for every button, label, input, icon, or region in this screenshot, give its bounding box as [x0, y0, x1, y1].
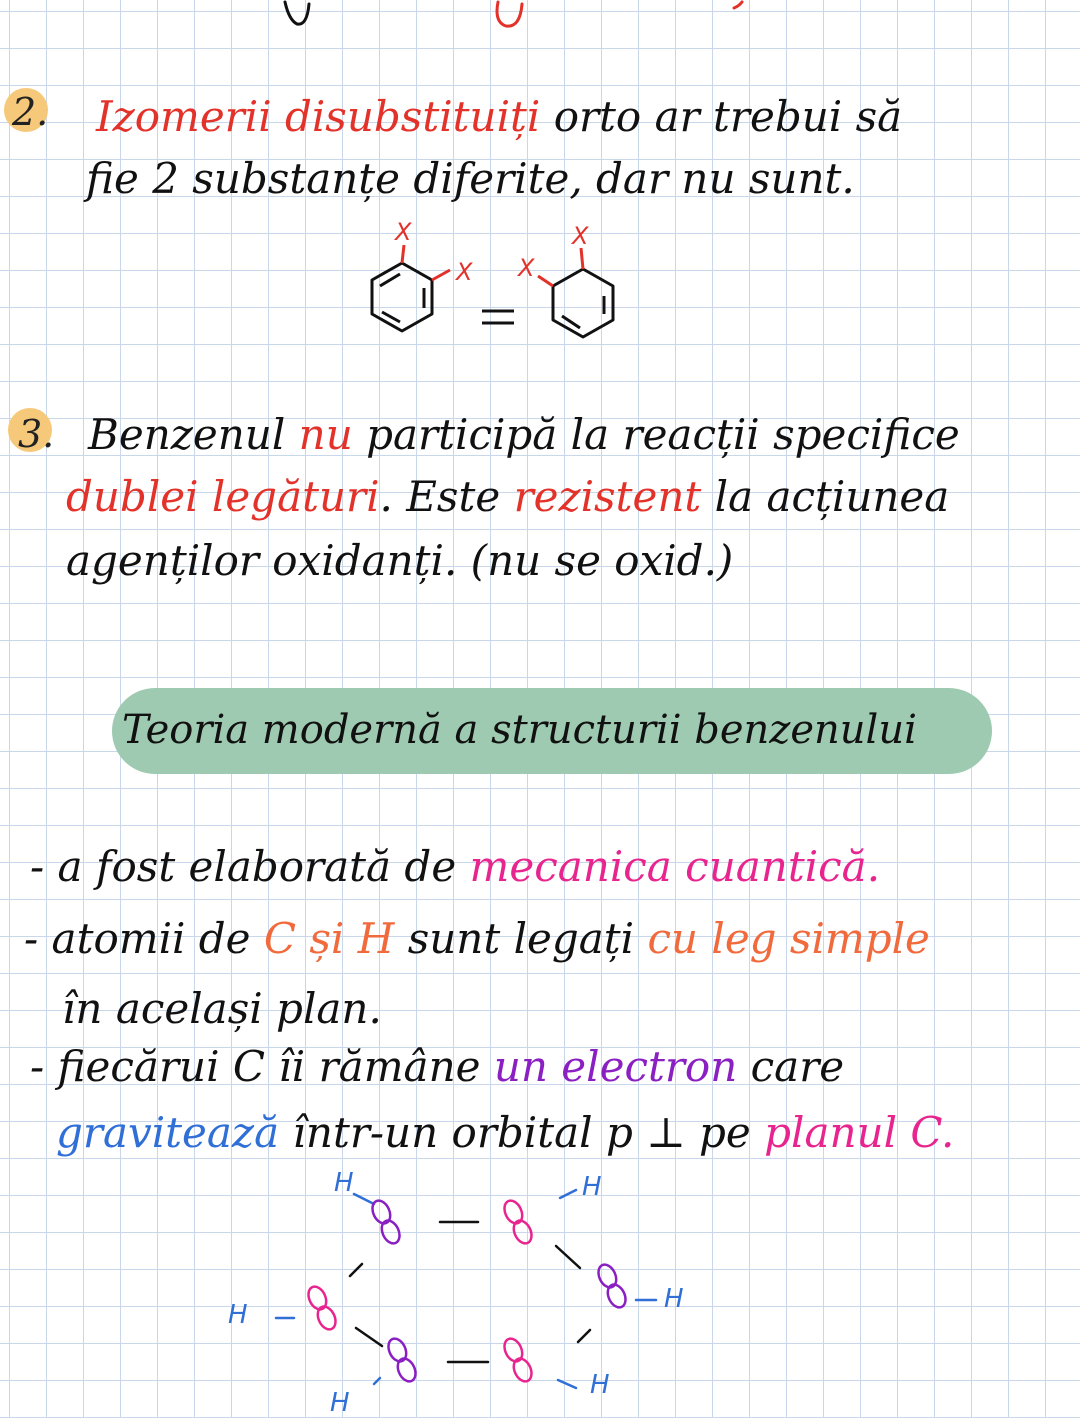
bullet-4-text-b: p ⊥ pe — [605, 1108, 751, 1157]
p-orbital — [501, 1198, 535, 1246]
bullet-3-one-electron: un electron — [493, 1042, 738, 1091]
item3-line2-d: la acțiunea — [714, 472, 950, 521]
item3-resistant-term: rezistent — [513, 472, 702, 521]
sigma-bond — [350, 1264, 362, 1276]
item3-line1-rest: participă la reacții specifice — [366, 410, 960, 459]
h-atom-label-5: H — [330, 1388, 350, 1418]
item3-double-bond-term: dublei legături — [66, 472, 380, 521]
bullet-4-c-plane: planul C. — [764, 1108, 955, 1157]
p-orbitals — [305, 1198, 629, 1384]
sigma-bonds — [350, 1222, 590, 1362]
c-h-bonds — [276, 1190, 656, 1388]
substituent-x-1: X — [395, 218, 412, 246]
bullet-1-quantum-mechanics: mecanica cuantică. — [469, 842, 881, 891]
p-orbital — [595, 1262, 629, 1310]
p-orbital — [369, 1198, 403, 1246]
item2-line1-rest: orto ar trebui să — [553, 92, 903, 141]
section-title: Teoria modernă a structurii benzenului — [122, 707, 917, 753]
c-h-bond — [354, 1194, 374, 1204]
c-h-bond — [374, 1378, 380, 1384]
p-orbital — [501, 1336, 535, 1384]
h-atom-label-4: H — [664, 1284, 684, 1314]
item2-line2: fie 2 substanțe diferite, dar nu sunt. — [86, 154, 855, 203]
item3-not-word: nu — [298, 410, 353, 459]
bullet-2-single-bonds: cu leg simple — [647, 914, 930, 963]
bullet-2-line2: în același plan. — [62, 984, 382, 1033]
item3-line3: agenților oxidanți. (nu se oxid.) — [66, 536, 734, 585]
h-atom-label-2: H — [582, 1172, 602, 1202]
bullet-2-c-and-h: C și H — [263, 914, 395, 963]
bullet-1-text: - a fost elaborată de — [30, 842, 457, 891]
item3-number: 3. — [18, 412, 55, 456]
substituent-x-4: X — [518, 254, 535, 282]
p-orbital — [305, 1284, 339, 1332]
bullet-4-text-a: într-un orbital — [292, 1108, 593, 1157]
c-h-bond — [558, 1380, 576, 1388]
h-atom-label-1: H — [334, 1168, 354, 1198]
bullet-4-gravitates: gravitează — [56, 1108, 280, 1157]
h-atom-label-6: H — [590, 1370, 610, 1400]
item3-benzene-word: Benzenul — [88, 410, 286, 459]
bullet-2-text-a: - atomii de — [24, 914, 251, 963]
sigma-bond — [356, 1328, 382, 1346]
substituent-x-2: X — [456, 258, 473, 286]
bullet-3-text-a: - fiecărui C îi rămâne — [30, 1042, 481, 1091]
item2-isomers-term: Izomerii disubstituiți — [96, 92, 541, 141]
c-h-bond — [560, 1190, 576, 1198]
substituent-x-3: X — [572, 222, 589, 250]
p-orbital — [385, 1336, 419, 1384]
bullet-3-text-b: care — [750, 1042, 845, 1091]
item3-line2-b: . Este — [379, 472, 501, 521]
sigma-bond — [578, 1330, 590, 1342]
h-atom-label-3: H — [228, 1300, 248, 1330]
sigma-bond — [556, 1246, 580, 1268]
item2-number: 2. — [12, 90, 49, 134]
bullet-2-text-b: sunt legați — [407, 914, 635, 963]
